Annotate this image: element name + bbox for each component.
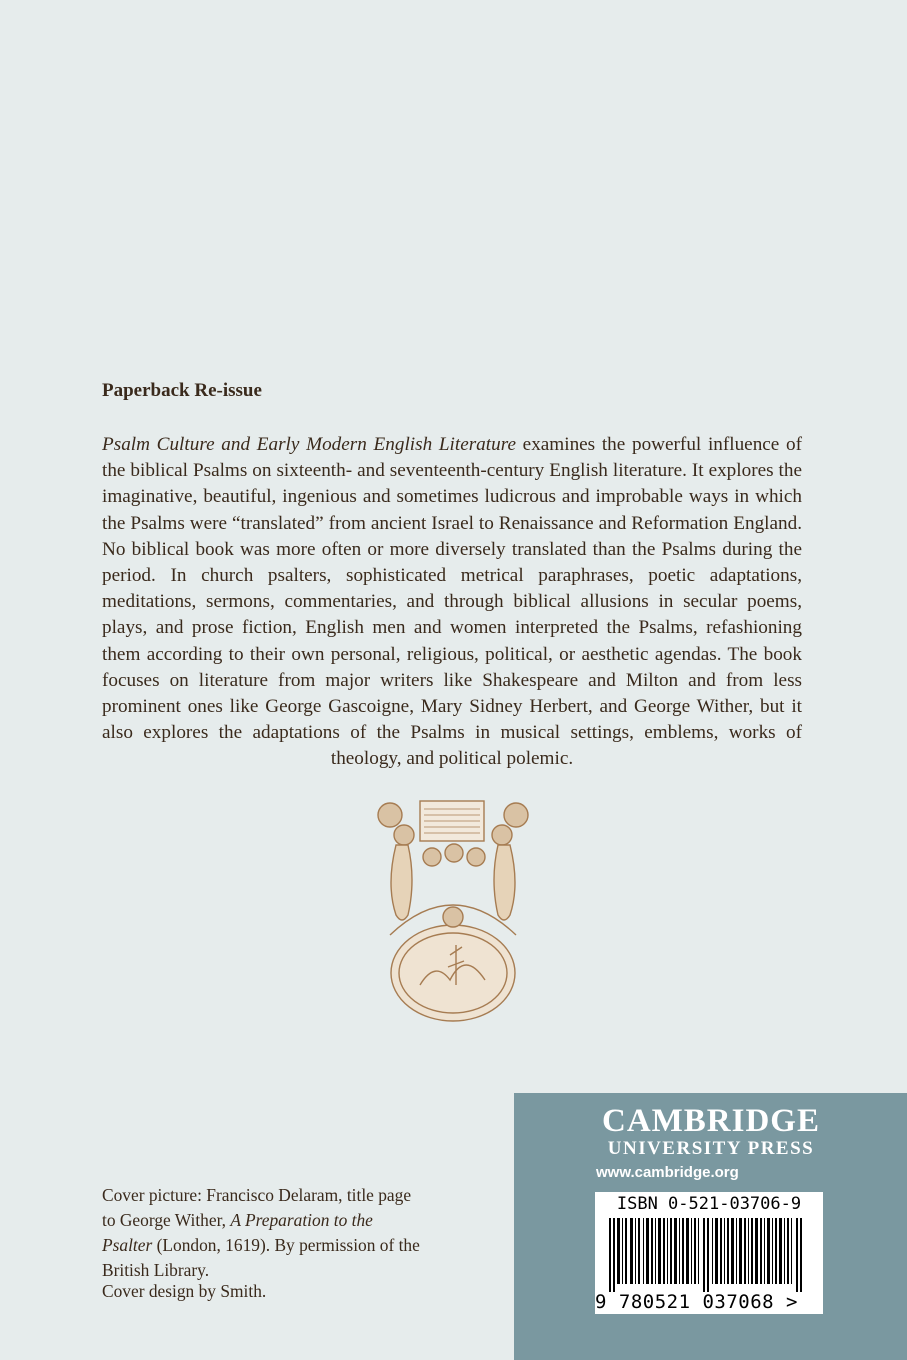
blurb-text: examines the powerful influence of the biblical Psalms on sixteenth- and seventeenth-century English literature. It explores the imaginative, beautiful, ingenious and sometimes ludicrous and improbable ways in which the Psalms were “translated” from ancient Israel to Renaissance and Reformation England. No biblical book was more often or more diversely translated than the Psalms during the period. In church psalters, sophisticated metrical paraphrases, poetic adaptations, meditations, sermons, commentaries, and through biblical allusions in secular poems, plays, and prose fiction, English men and women interpreted the Psalms, refashioning them according to their own personal, religious, political, or aesthetic agendas. The book focuses on literature from major writers like Shakespeare and Milton and from less prominent ones like George Gascoigne, Mary Sidney Herbert, and George Wither, but it also explores the adaptations of the Psalms in musical settings, emblems, works of theology, and political polemic. bbox=[102, 434, 803, 770]
cover-design-credit: Cover design by Smith. bbox=[102, 1281, 267, 1301]
barcode-bars bbox=[595, 1218, 823, 1292]
cover-picture-credit: Cover picture: Francisco Delaram, title page to George Wither, A Preparation to the Psalter (London, 1619). By permission of the British Library. bbox=[102, 1185, 420, 1280]
book-title: Psalm Culture and Early Modern English Literature bbox=[102, 434, 516, 455]
publisher-panel bbox=[514, 1093, 907, 1360]
psalter-title: A Preparation to the Psalter bbox=[102, 1210, 373, 1255]
section-heading: Paperback Re-issue bbox=[102, 380, 262, 401]
engraved-emblem-image bbox=[360, 795, 546, 1025]
barcode-digits: 9 780521 037068 > bbox=[595, 1291, 798, 1313]
publisher-url: www.cambridge.org bbox=[596, 1164, 739, 1181]
isbn-barcode bbox=[595, 1192, 823, 1314]
publisher-subtitle: UNIVERSITY PRESS bbox=[607, 1138, 815, 1159]
description-blurb bbox=[102, 432, 802, 773]
publisher-name: CAMBRIDGE bbox=[601, 1103, 820, 1139]
isbn-label: ISBN 0-521-03706-9 bbox=[616, 1194, 802, 1214]
